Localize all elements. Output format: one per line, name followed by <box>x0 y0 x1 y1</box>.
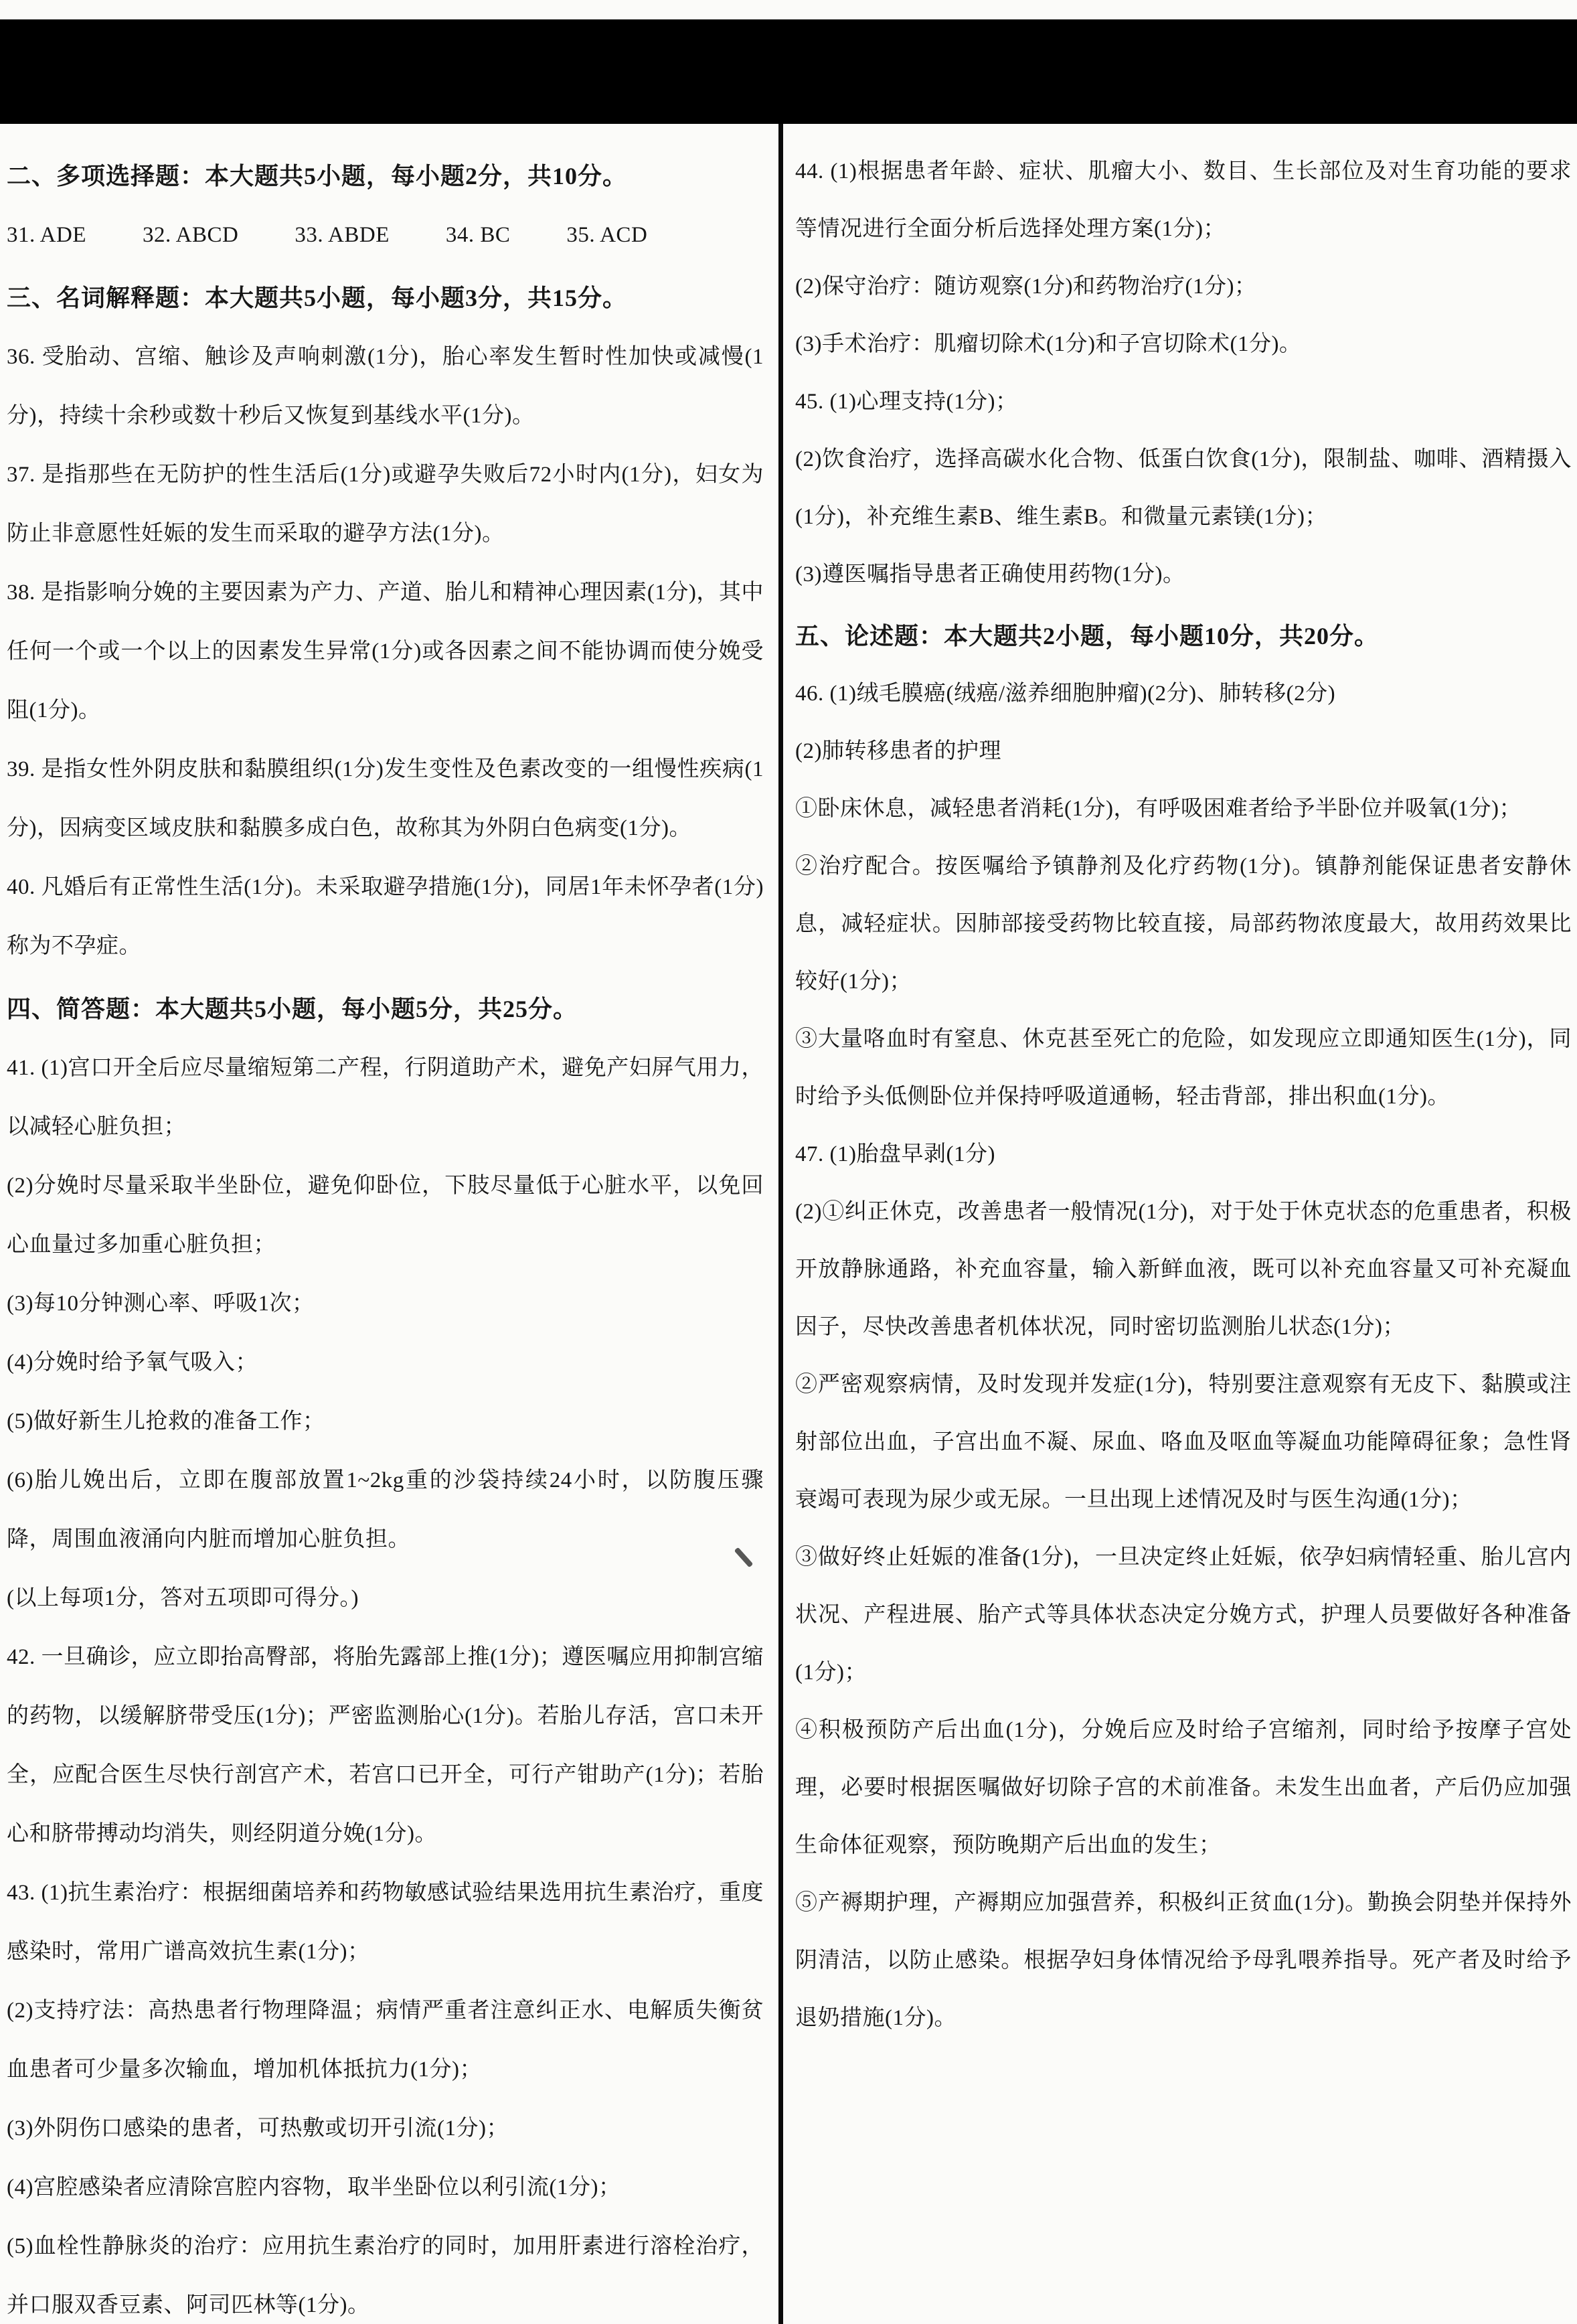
mc-answer-item: 33. ABDE <box>295 223 390 247</box>
answer-paragraph: (2)肺转移患者的护理 <box>795 739 1001 763</box>
answer-paragraph: 42. 一旦确诊，应立即抬高臀部，将胎先露部上推(1分)；遵医嘱应用抑制宫缩的药物，以缓解脐带受压(1分)；严密监测胎心(1分)。若胎儿存活，宫口未开全，应配合医生尽快行剖宫产术，若宫口已开全，可行产钳助产(1分)；若胎心和脐带搏动均消失，则经阴道分娩(1分)。 <box>7 1645 764 1846</box>
section-heading: 三、名词解释题：本大题共5小题，每小题3分，共15分。 <box>7 285 628 311</box>
answer-paragraph: 47. (1)胎盘早剥(1分) <box>795 1142 995 1166</box>
answer-paragraph: 39. 是指女性外阴皮肤和黏膜组织(1分)发生变性及色素改变的一组慢性疾病(1分)，因病变区域皮肤和黏膜多成白色，故称其为外阴白色病变(1分)。 <box>7 757 764 840</box>
answer-paragraph: 38. 是指影响分娩的主要因素为产力、产道、胎儿和精神心理因素(1分)，其中任何一个或一个以上的因素发生异常(1分)或各因素之间不能协调而使分娩受阻(1分)。 <box>7 580 764 722</box>
answer-paragraph: 45. (1)心理支持(1分)； <box>795 390 1018 414</box>
answer-paragraph: ①卧床休息，减轻患者消耗(1分)，有呼吸困难者给予半卧位并吸氧(1分)； <box>795 797 1521 821</box>
answer-paragraph: 40. 凡婚后有正常性生活(1分)。未采取避孕措施(1分)，同居1年未怀孕者(1分)称为不孕症。 <box>7 875 764 958</box>
answer-paragraph: ③做好终止妊娠的准备(1分)，一旦决定终止妊娠，依孕妇病情轻重、胎儿宫内状况、产程进展、胎产式等具体状态决定分娩方式，护理人员要做好各种准备(1分)； <box>795 1545 1572 1685</box>
answer-paragraph: (3)外阴伤口感染的患者，可热敷或切开引流(1分)； <box>7 2116 509 2141</box>
answer-paragraph: 44. (1)根据患者年龄、症状、肌瘤大小、数目、生长部位及对生育功能的要求等情况进行全面分析后选择处理方案(1分)； <box>795 159 1572 241</box>
column-divider <box>778 124 783 2324</box>
answer-paragraph: ④积极预防产后出血(1分)，分娩后应及时给子宫缩剂，同时给予按摩子宫处理，必要时根据医嘱做好切除子宫的术前准备。未发生出血者，产后仍应加强生命体征观察，预防晚期产后出血的发生； <box>795 1718 1572 1857</box>
answer-paragraph: (2)饮食治疗，选择高碳水化合物、低蛋白饮食(1分)，限制盐、咖啡、酒精摄入(1分)，补充维生素B、维生素B。和微量元素镁(1分)； <box>795 447 1572 529</box>
answer-paragraph: ③大量咯血时有窒息、休克甚至死亡的危险，如发现应立即通知医生(1分)，同时给予头低侧卧位并保持呼吸道通畅，轻击背部，排出积血(1分)。 <box>795 1027 1572 1109</box>
answer-paragraph: 37. 是指那些在无防护的性生活后(1分)或避孕失败后72小时内(1分)，妇女为防止非意愿性妊娠的发生而采取的避孕方法(1分)。 <box>7 463 764 546</box>
section-heading: 二、多项选择题：本大题共5小题，每小题2分，共10分。 <box>7 163 628 189</box>
section-heading: 五、论述题：本大题共2小题，每小题10分，共20分。 <box>795 623 1380 649</box>
answer-paragraph: (2)分娩时尽量采取半坐卧位，避免仰卧位，下肢尽量低于心脏水平，以免回心血量过多加重心脏负担； <box>7 1174 764 1257</box>
right-column <box>783 124 1577 2047</box>
mc-answers-row <box>7 206 764 264</box>
top-black-bar <box>0 19 1577 124</box>
answer-paragraph: (4)分娩时给予氧气吸入； <box>7 1350 258 1375</box>
answer-paragraph: (2)支持疗法：高热患者行物理降温；病情严重者注意纠正水、电解质失衡贫血患者可少量多次输血，增加机体抵抗力(1分)； <box>7 1999 764 2082</box>
answer-paragraph: (3)遵医嘱指导患者正确使用药物(1分)。 <box>795 562 1185 587</box>
left-column <box>0 124 778 2324</box>
answer-paragraph: (以上每项1分，答对五项即可得分。) <box>7 1586 359 1610</box>
answer-paragraph: ②严密观察病情，及时发现并发症(1分)，特别要注意观察有无皮下、黏膜或注射部位出血，子宫出血不凝、尿血、咯血及呕血等凝血功能障碍征象；急性肾衰竭可表现为尿少或无尿。一旦出现上述情况及时与医生沟通(1分)； <box>795 1373 1572 1512</box>
answer-paragraph: 41. (1)宫口开全后应尽量缩短第二产程，行阴道助产术，避免产妇屏气用力，以减轻心脏负担； <box>7 1056 764 1139</box>
answer-paragraph: 43. (1)抗生素治疗：根据细菌培养和药物敏感试验结果选用抗生素治疗，重度感染时，常用广谱高效抗生素(1分)； <box>7 1881 764 1964</box>
answer-paragraph: 36. 受胎动、宫缩、触诊及声响刺激(1分)，胎心率发生暂时性加快或减慢(1分)，持续十余秒或数十秒后又恢复到基线水平(1分)。 <box>7 345 764 428</box>
answer-paragraph: (5)血栓性静脉炎的治疗：应用抗生素治疗的同时，加用肝素进行溶栓治疗，并口服双香豆素、阿司匹林等(1分)。 <box>7 2234 764 2317</box>
section-heading: 四、简答题：本大题共5小题，每小题5分，共25分。 <box>7 996 578 1022</box>
answer-paragraph: (2)保守治疗：随访观察(1分)和药物治疗(1分)； <box>795 275 1257 299</box>
answer-paragraph: ⑤产褥期护理，产褥期应加强营养，积极纠正贫血(1分)。勤换会阴垫并保持外阴清洁，以防止感染。根据孕妇身体情况给予母乳喂养指导。死产者及时给予退奶措施(1分)。 <box>795 1891 1572 2030</box>
answer-paragraph: (3)每10分钟测心率、呼吸1次； <box>7 1292 315 1316</box>
answer-paragraph: (4)宫腔感染者应清除宫腔内容物，取半坐卧位以利引流(1分)； <box>7 2175 621 2199</box>
answer-paragraph: (5)做好新生儿抢救的准备工作； <box>7 1409 325 1434</box>
mc-answer-item: 31. ADE <box>7 223 86 247</box>
answer-paragraph: ②治疗配合。按医嘱给予镇静剂及化疗药物(1分)。镇静剂能保证患者安静休息，减轻症状。因肺部接受药物比较直接，局部药物浓度最大，故用药效果比较好(1分)； <box>795 854 1572 994</box>
mc-answer-item: 34. BC <box>445 223 511 247</box>
answer-paragraph: (2)①纠正休克，改善患者一般情况(1分)，对于处于休克状态的危重患者，积极开放静脉通路，补充血容量，输入新鲜血液，既可以补充血容量又可补充凝血因子，尽快改善患者机体状况，同时密切监测胎儿状态(1分)； <box>795 1200 1572 1339</box>
mc-answer-item: 32. ABCD <box>143 223 239 247</box>
mc-answer-item: 35. ACD <box>566 223 648 247</box>
answer-paragraph: 46. (1)绒毛膜癌(绒癌/滋养细胞肿瘤)(2分)、肺转移(2分) <box>795 682 1336 706</box>
answer-paragraph: (3)手术治疗：肌瘤切除术(1分)和子宫切除术(1分)。 <box>795 332 1302 356</box>
answer-paragraph: (6)胎儿娩出后，立即在腹部放置1~2kg重的沙袋持续24小时，以防腹压骤降，周围血液涌向内脏而增加心脏负担。 <box>7 1468 764 1551</box>
